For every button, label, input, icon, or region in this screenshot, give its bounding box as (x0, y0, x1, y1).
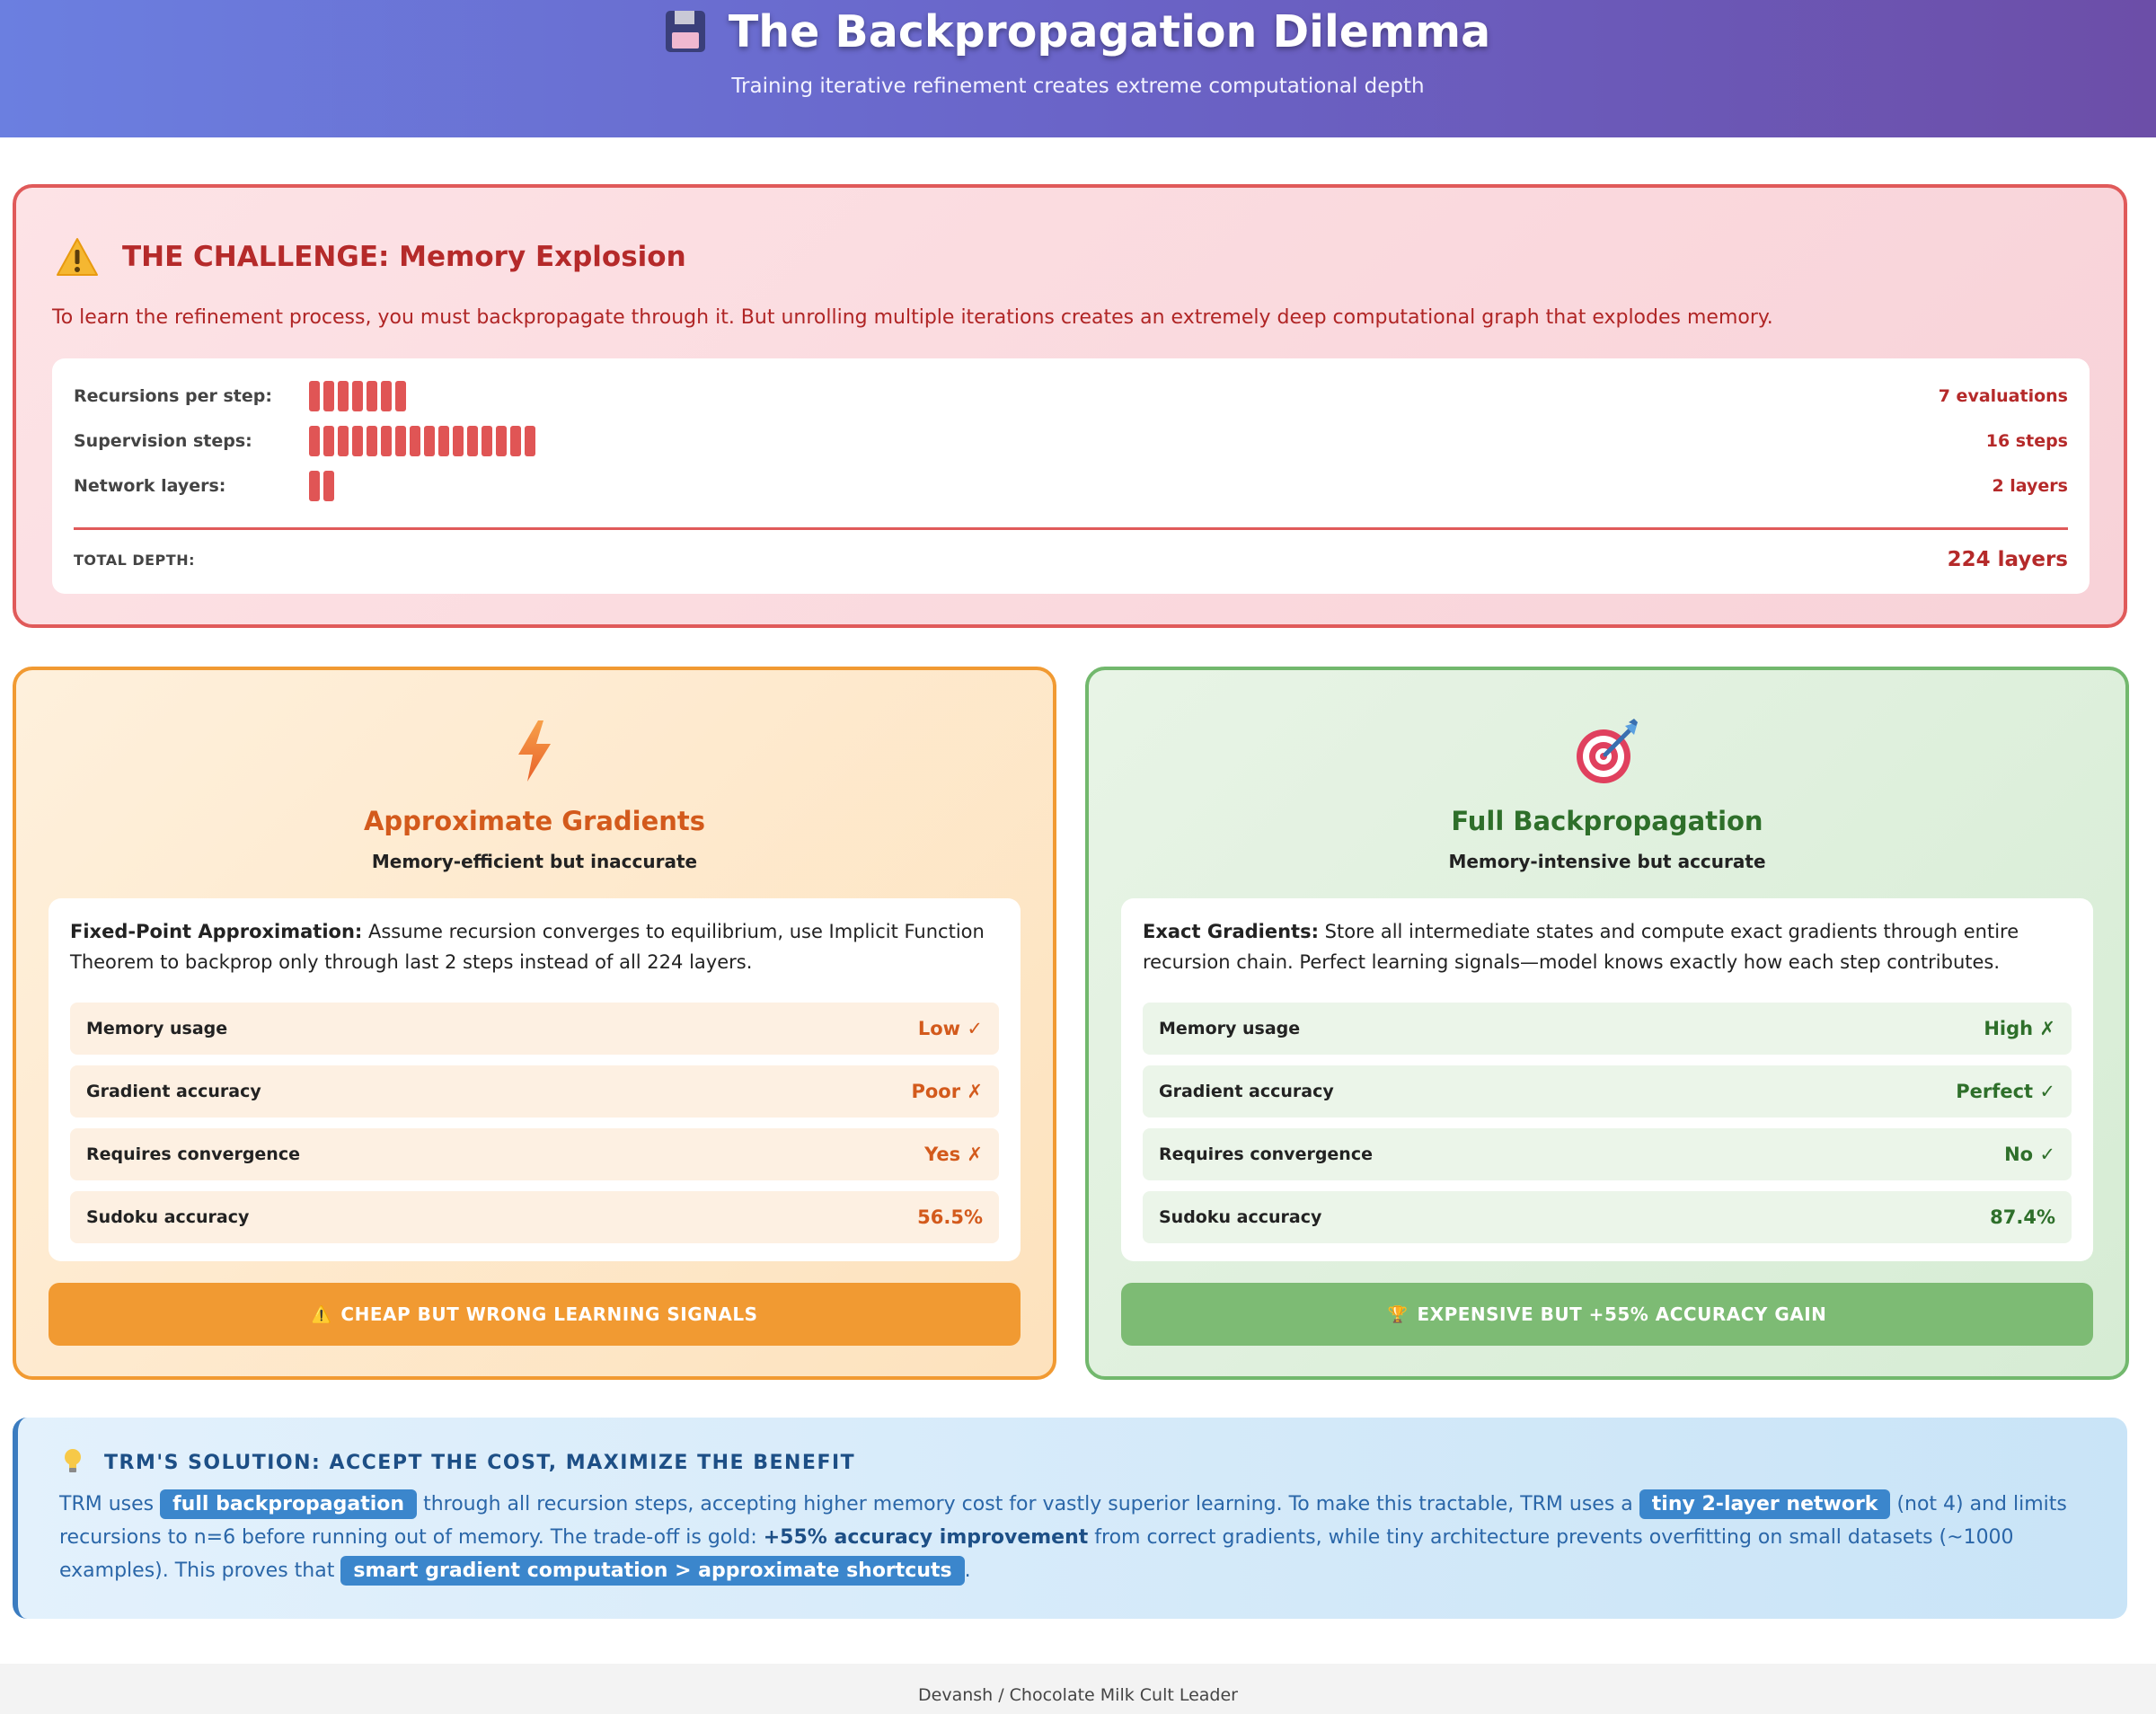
highlight-full-backprop: full backpropagation (160, 1489, 417, 1519)
depth-bar (395, 381, 406, 411)
warning-icon (56, 237, 99, 277)
full-verdict-banner (1121, 1283, 2093, 1346)
challenge-title: THE CHALLENGE: Memory Explosion (122, 241, 686, 273)
solution-text-part: (not 4) and limits recursions to n=6 before running out of memory. The trade-off is gold: (59, 1493, 2067, 1549)
solution-text-part: TRM uses (59, 1493, 161, 1515)
total-depth-label: TOTAL DEPTH: (74, 551, 195, 569)
depth-bar (323, 381, 334, 411)
solution-panel (13, 1418, 2127, 1619)
metric-sudoku-accuracy (1143, 1191, 2072, 1243)
depth-bar (453, 426, 464, 456)
solution-title: TRM'S SOLUTION: ACCEPT THE COST, MAXIMIZE THE BENEFIT (104, 1451, 856, 1474)
metric-label: Gradient accuracy (86, 1082, 261, 1101)
card-subtitle: Memory-intensive but accurate (1448, 851, 1766, 872)
metric-label: Memory usage (1159, 1019, 1301, 1038)
depth-row-recursions (74, 380, 2068, 412)
depth-bar (467, 426, 478, 456)
metric-requires-convergence (1143, 1128, 2072, 1180)
card-title: Full Backpropagation (1451, 806, 1763, 836)
card-subtitle: Memory-efficient but inaccurate (371, 851, 698, 872)
depth-bar (352, 381, 363, 411)
challenge-header (56, 234, 686, 279)
card-description-text: Store all intermediate states and compute exact gradients through entire recursion chain. Perfect learning signals—model knows exactly how each step contributes. (1143, 921, 2019, 973)
metric-label: Requires convergence (86, 1144, 300, 1164)
page-title-text: The Backpropagation Dilemma (728, 6, 1491, 57)
depth-bar (438, 426, 449, 456)
solution-header (63, 1448, 855, 1477)
approx-verdict-banner (49, 1283, 1021, 1346)
page-header (0, 0, 2156, 137)
depth-row-label: Network layers: (74, 476, 226, 496)
depth-bar (424, 426, 435, 456)
depth-row-value: 16 steps (1985, 431, 2068, 451)
footer-credit: Devansh / Chocolate Milk Cult Leader (918, 1685, 1238, 1705)
metric-label: Memory usage (86, 1019, 228, 1038)
challenge-panel (13, 184, 2127, 628)
depth-bars (309, 381, 1939, 411)
depth-bar (395, 426, 406, 456)
depth-row-value: 2 layers (1992, 476, 2068, 496)
depth-bar (323, 471, 334, 501)
full-backpropagation-card (1085, 667, 2129, 1380)
metric-value: 56.5% (917, 1206, 983, 1228)
depth-row-supervision (74, 425, 2068, 457)
card-details (49, 898, 1021, 1261)
solution-text-part: from correct gradients, while tiny architecture prevents overfitting on small datasets (~1000 examples). This proves that (59, 1526, 2014, 1582)
metric-gradient-accuracy (70, 1065, 999, 1118)
banner-text: CHEAP BUT WRONG LEARNING SIGNALS (340, 1303, 758, 1325)
metric-label: Requires convergence (1159, 1144, 1373, 1164)
depth-bars (309, 471, 1992, 501)
footer (0, 1664, 2156, 1714)
metric-value: Low ✓ (917, 1018, 983, 1039)
metric-label: Gradient accuracy (1159, 1082, 1334, 1101)
depth-bars (309, 426, 1986, 456)
depth-divider (74, 527, 2068, 530)
depth-bar (510, 426, 521, 456)
depth-bar (482, 426, 492, 456)
warning-icon: ⚠️ (311, 1304, 332, 1324)
metric-memory-usage (70, 1003, 999, 1055)
card-description-term: Exact Gradients: (1143, 921, 1319, 942)
challenge-description: To learn the refinement process, you must backpropagate through it. But unrolling multiple iterations creates an extremely deep computational graph that explodes memory. (52, 306, 1773, 329)
depth-bar (496, 426, 507, 456)
depth-bar (367, 426, 377, 456)
highlight-accuracy-improvement: +55% accuracy improvement (763, 1526, 1089, 1549)
card-icon-wrap (16, 719, 1053, 787)
depth-total (74, 543, 2068, 576)
metric-sudoku-accuracy (70, 1191, 999, 1243)
lightning-icon (515, 719, 554, 787)
depth-bar (323, 426, 334, 456)
total-depth-value: 224 layers (1947, 548, 2068, 571)
metric-requires-convergence (70, 1128, 999, 1180)
lightbulb-icon (63, 1448, 83, 1477)
metric-value: Yes ✗ (924, 1144, 983, 1165)
depth-row-value: 7 evaluations (1938, 386, 2068, 406)
depth-bar (338, 381, 349, 411)
depth-bar (381, 381, 392, 411)
metric-label: Sudoku accuracy (1159, 1207, 1322, 1227)
card-description-text: Assume recursion converges to equilibrium, use Implicit Function Theorem to backprop only through last 2 steps instead of all 224 layers. (70, 921, 985, 973)
depth-bar (381, 426, 392, 456)
card-description-term: Fixed-Point Approximation: (70, 921, 363, 942)
metric-value: High ✗ (1984, 1018, 2055, 1039)
banner-text: EXPENSIVE BUT +55% ACCURACY GAIN (1417, 1303, 1827, 1325)
page-subtitle: Training iterative refinement creates extreme computational depth (731, 75, 1425, 98)
highlight-tiny-network: tiny 2-layer network (1639, 1489, 1891, 1519)
trophy-icon: 🏆 (1387, 1304, 1409, 1324)
metric-value: Poor ✗ (911, 1081, 983, 1102)
metric-label: Sudoku accuracy (86, 1207, 250, 1227)
page-title (0, 4, 2156, 61)
highlight-smart-gradient: smart gradient computation > approximate shortcuts (340, 1556, 964, 1586)
metric-value: Perfect ✓ (1956, 1081, 2055, 1102)
depth-bar (410, 426, 420, 456)
card-description (1143, 916, 2068, 977)
depth-bar (309, 426, 320, 456)
card-title: Approximate Gradients (363, 806, 706, 836)
approximate-gradients-card (13, 667, 1056, 1380)
floppy-disk-icon (666, 11, 705, 52)
depth-row-label: Recursions per step: (74, 386, 272, 406)
depth-bar (338, 426, 349, 456)
card-icon-wrap (1089, 719, 2125, 787)
depth-bar (367, 381, 377, 411)
solution-text-part: through all recursion steps, accepting higher memory cost for vastly superior learning. To make this tractable, TRM uses a (417, 1493, 1639, 1515)
metric-value: No ✓ (2004, 1144, 2055, 1165)
depth-row-layers (74, 470, 2068, 502)
metric-value: 87.4% (1990, 1206, 2055, 1228)
depth-bar (309, 381, 320, 411)
depth-breakdown (52, 358, 2090, 594)
solution-text (59, 1488, 2116, 1587)
card-description (70, 916, 995, 977)
depth-bar (309, 471, 320, 501)
solution-text-part: . (964, 1559, 971, 1582)
card-details (1121, 898, 2093, 1261)
metric-gradient-accuracy (1143, 1065, 2072, 1118)
depth-bar (352, 426, 363, 456)
target-icon (1573, 719, 1641, 787)
depth-row-label: Supervision steps: (74, 431, 252, 451)
metric-memory-usage (1143, 1003, 2072, 1055)
depth-bar (525, 426, 535, 456)
